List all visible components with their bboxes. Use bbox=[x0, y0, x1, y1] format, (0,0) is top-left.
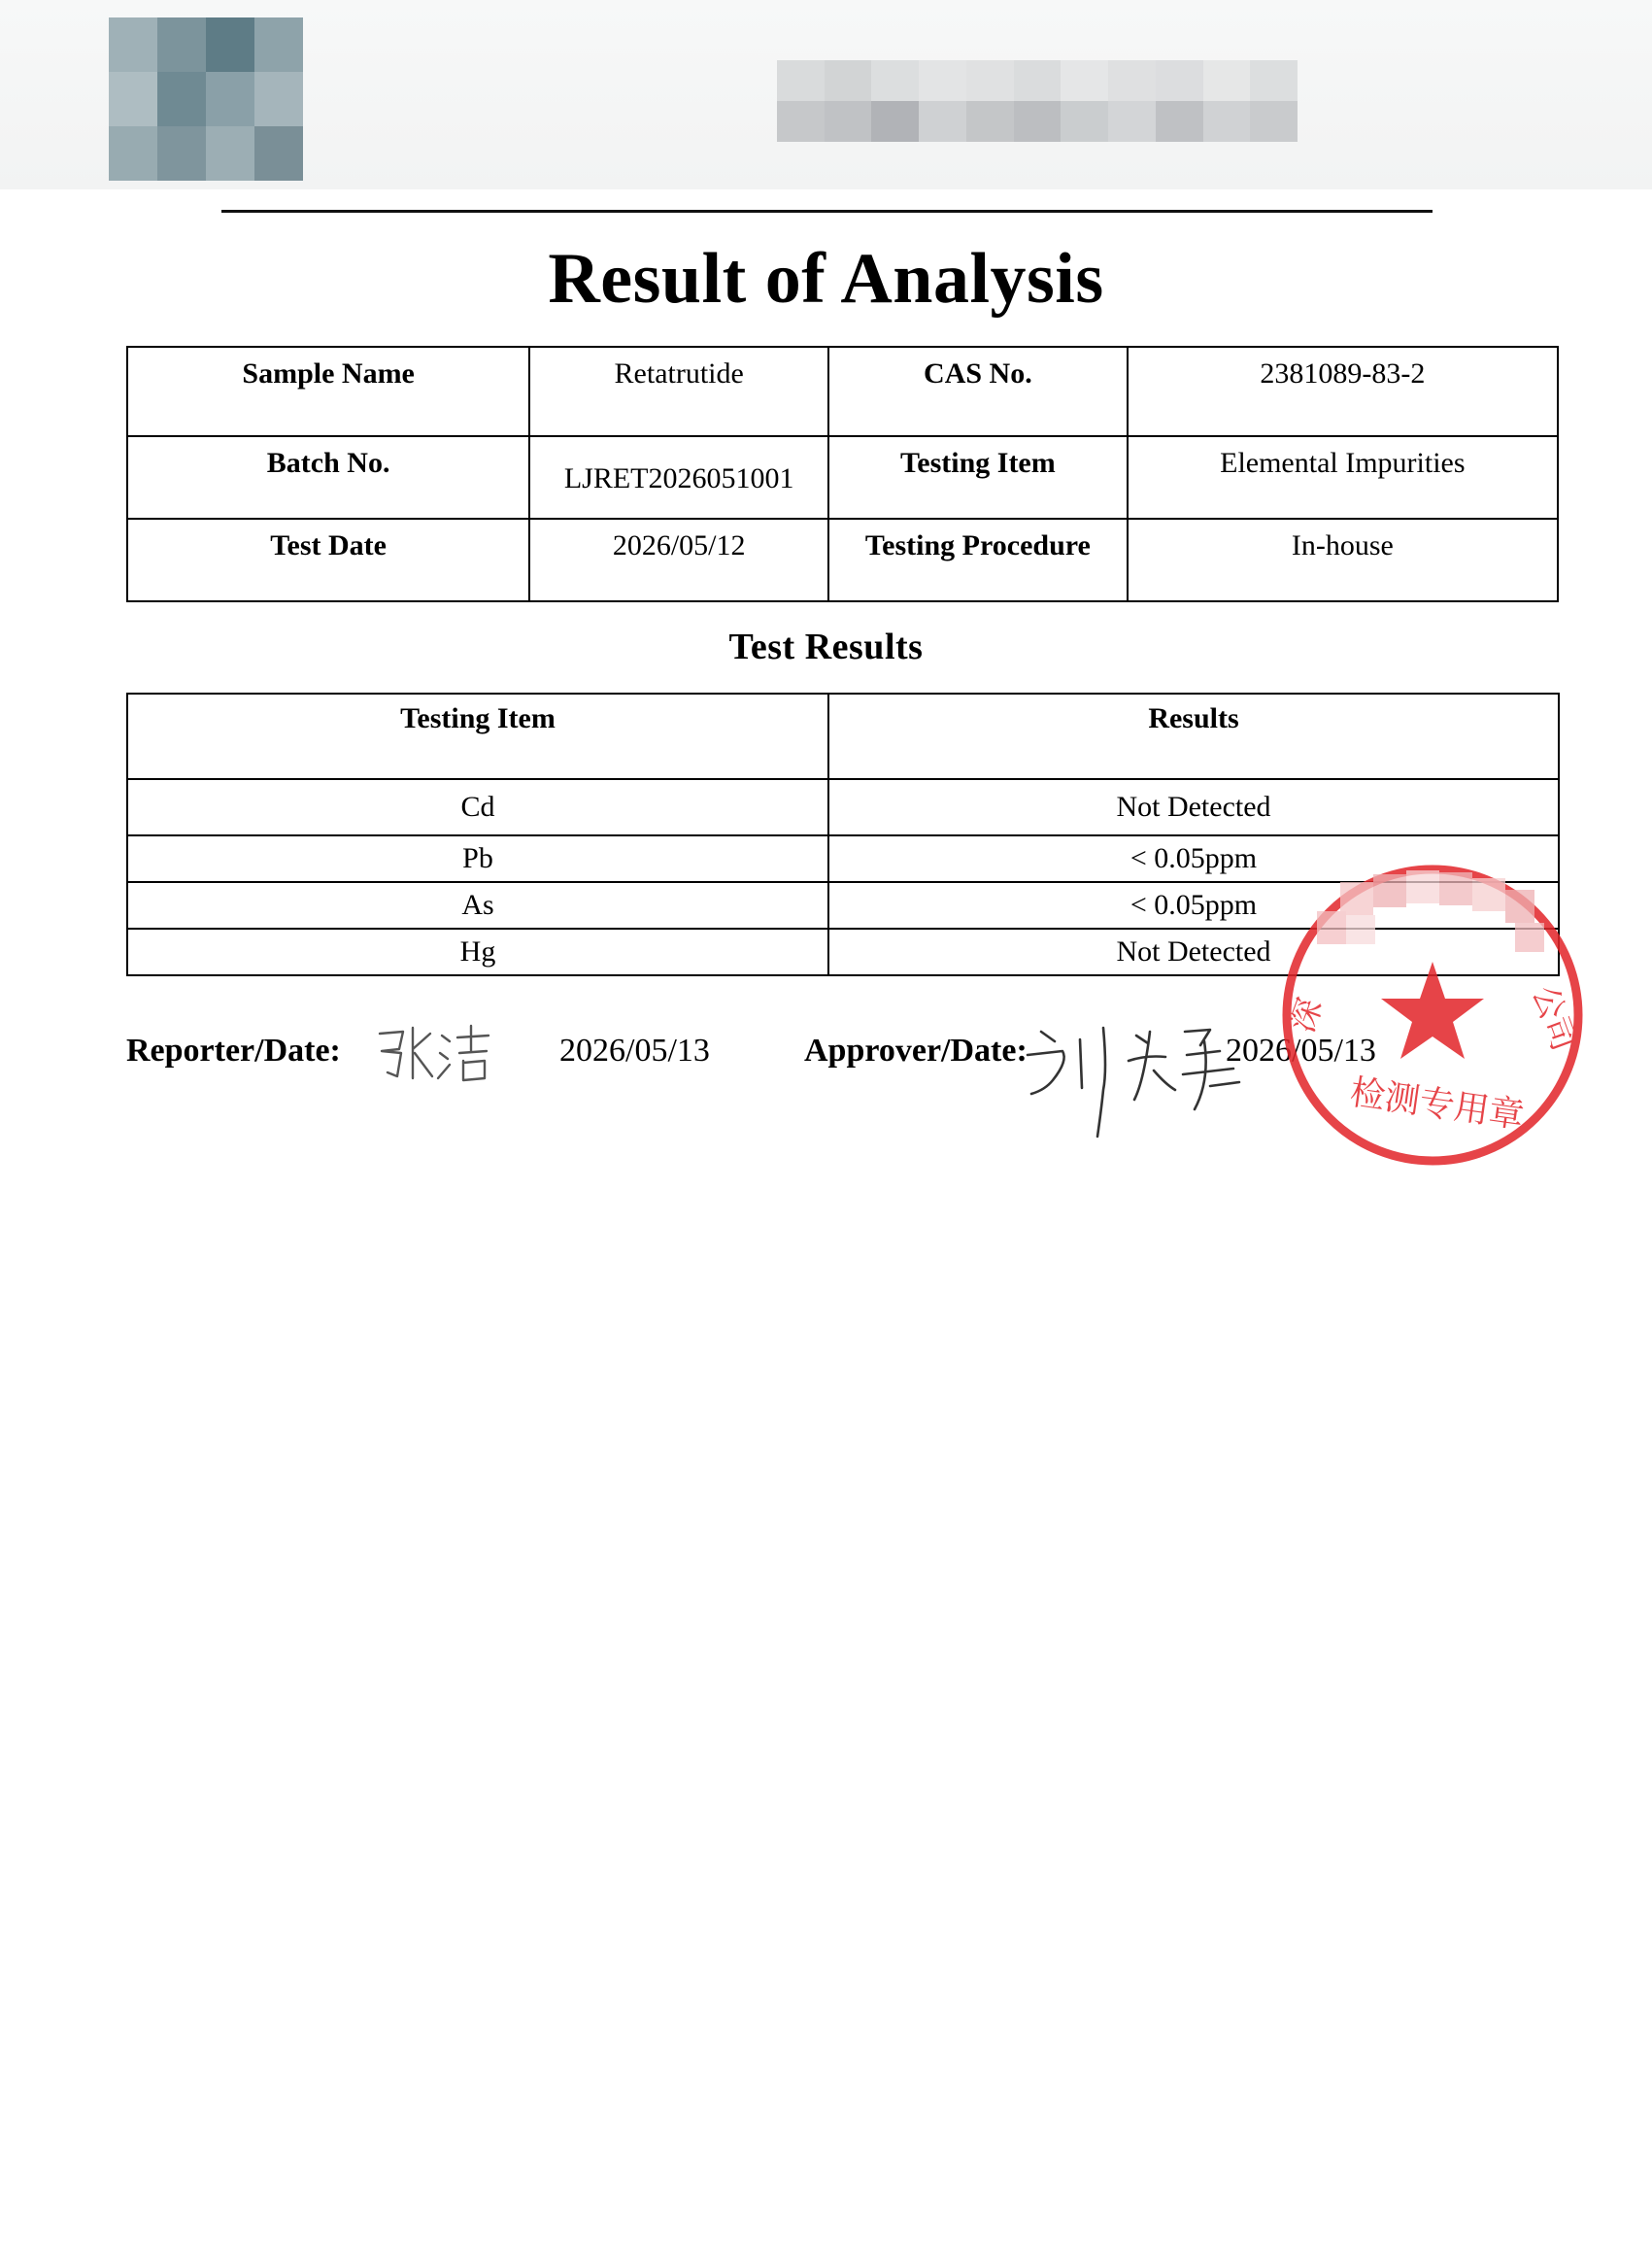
testing-item-label: Testing Item bbox=[828, 436, 1128, 519]
testing-procedure-label: Testing Procedure bbox=[828, 519, 1128, 601]
redacted-logo bbox=[109, 17, 303, 181]
element-cell: As bbox=[127, 882, 828, 929]
table-row bbox=[127, 779, 1559, 835]
element-cell: Pb bbox=[127, 835, 828, 882]
reporter-label: Reporter/Date: bbox=[126, 1033, 341, 1069]
header-band bbox=[0, 0, 1652, 189]
batch-no-label: Batch No. bbox=[127, 436, 529, 519]
approver-signature bbox=[1020, 1012, 1253, 1138]
result-cell: Not Detected bbox=[828, 929, 1559, 975]
reporter-date: 2026/05/13 bbox=[559, 1033, 710, 1069]
result-cell: Not Detected bbox=[828, 779, 1559, 835]
result-cell: < 0.05ppm bbox=[828, 835, 1559, 882]
sample-info-table bbox=[126, 346, 1559, 602]
result-cell: < 0.05ppm bbox=[828, 882, 1559, 929]
info-row bbox=[127, 347, 1558, 436]
column-header-results: Results bbox=[828, 694, 1559, 779]
approver-label: Approver/Date: bbox=[804, 1033, 1028, 1069]
cas-no-label: CAS No. bbox=[828, 347, 1128, 436]
results-header-row bbox=[127, 694, 1559, 779]
approver-date: 2026/05/13 bbox=[1226, 1033, 1376, 1069]
test-date-label: Test Date bbox=[127, 519, 529, 601]
test-results-title: Test Results bbox=[728, 627, 924, 667]
star-icon bbox=[1381, 962, 1484, 1059]
element-cell: Hg bbox=[127, 929, 828, 975]
column-header-testing-item: Testing Item bbox=[127, 694, 828, 779]
inspection-stamp bbox=[1272, 855, 1593, 1175]
info-row bbox=[127, 436, 1558, 519]
test-date-value: 2026/05/12 bbox=[529, 519, 828, 601]
element-cell: Cd bbox=[127, 779, 828, 835]
sample-name-label: Sample Name bbox=[127, 347, 529, 436]
testing-item-value: Elemental Impurities bbox=[1128, 436, 1558, 519]
stamp-text-bottom: 检测专用章 bbox=[1347, 1072, 1527, 1137]
redacted-company-name bbox=[777, 60, 1298, 142]
stamp-text-left: 深 bbox=[1282, 993, 1332, 1038]
sample-name-value: Retatrutide bbox=[529, 347, 828, 436]
cas-no-value: 2381089-83-2 bbox=[1128, 347, 1558, 436]
batch-no-value: LJRET2026051001 bbox=[529, 436, 828, 519]
header-rule bbox=[221, 210, 1433, 213]
info-row bbox=[127, 519, 1558, 601]
reporter-signature bbox=[374, 1020, 495, 1088]
stamp-text-right: 公司 bbox=[1524, 980, 1584, 1056]
testing-procedure-value: In-house bbox=[1128, 519, 1558, 601]
document-title: Result of Analysis bbox=[548, 239, 1104, 319]
